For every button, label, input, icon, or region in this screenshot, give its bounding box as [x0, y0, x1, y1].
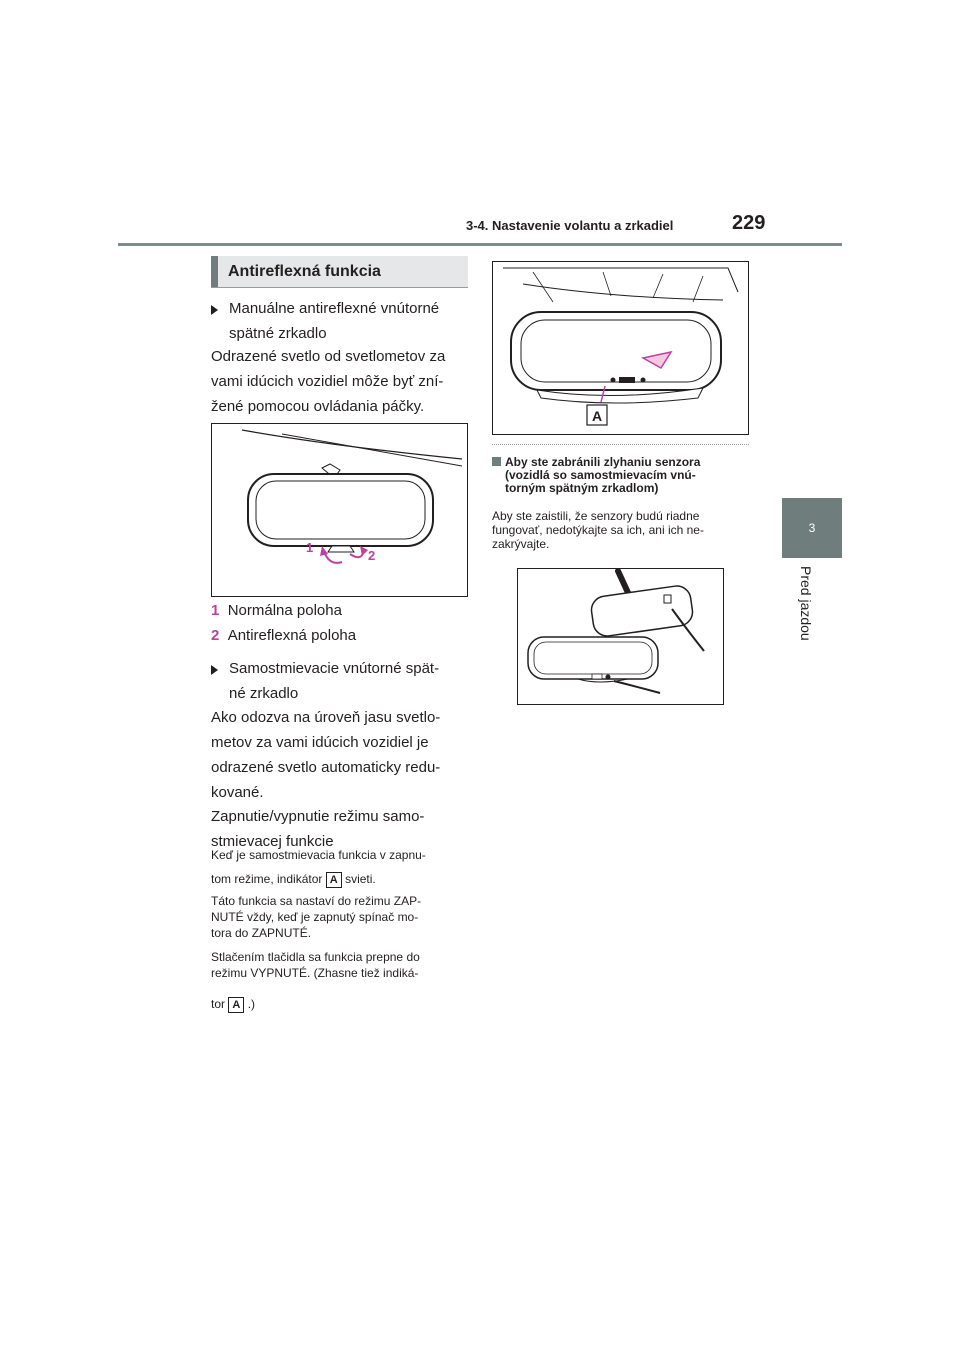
- chapter-number: 3: [808, 521, 816, 535]
- header-divider: [118, 243, 842, 246]
- small-note-3: Stlačením tlačidla sa funkcia prepne do režimu VYPNUTÉ. (Zhasne tiež indiká-: [211, 950, 420, 980]
- indicator-a-icon: A: [228, 997, 244, 1013]
- figure-sensors: [517, 568, 724, 705]
- small-note-2: Táto funkcia sa nastaví do režimu ZAP- NUTÉ vždy, keď je zapnutý spínač mo- tora do ZAPNUTÉ.: [211, 894, 422, 940]
- paragraph-toggle: Zapnutie/vypnutie režimu samo- stmievacej funkcie: [211, 808, 425, 850]
- indicator-a-icon: A: [326, 872, 342, 888]
- figure-auto-mirror: [492, 261, 749, 435]
- running-header: 3-4. Nastavenie volantu a zrkadiel: [466, 218, 674, 233]
- manual-mirror-illustration: [212, 424, 467, 596]
- chapter-label: Pred jazdou: [798, 566, 814, 641]
- figure-manual-mirror: [211, 423, 468, 597]
- section-rule: [211, 287, 468, 288]
- fig2-label-a: A: [592, 408, 603, 424]
- bullet-auto-mirror: Samostmievacie vnútorné spät- né zrkadlo: [211, 656, 471, 706]
- section-heading: Antireflexná funkcia: [211, 256, 468, 287]
- legend-item-2: 2 Antireflexná poloha: [211, 627, 357, 644]
- paragraph-auto: Ako odozva na úroveň jasu svetlo- metov za vami idúcich vozidiel je odrazené svetlo automaticky redu- kované.: [211, 709, 441, 801]
- auto-mirror-illustration: [493, 262, 748, 434]
- square-bullet-icon: [492, 457, 501, 466]
- page-number: 229: [732, 212, 766, 234]
- note-heading: Aby ste zabránili zlyhaniu senzora (vozidlá so samostmievacím vnú- torným spätným zrkadlom): [492, 456, 752, 495]
- fig1-label-1: 1: [306, 540, 314, 555]
- small-note-3b: tor A .): [211, 997, 256, 1011]
- fig1-label-2: 2: [368, 548, 376, 563]
- bullet-arrow-icon: [211, 665, 218, 675]
- small-note-1: Keď je samostmievacia funkcia v zapnu-: [211, 848, 426, 862]
- note-separator: [492, 444, 749, 445]
- legend-item-1: 1 Normálna poloha: [211, 602, 342, 619]
- chapter-tab: [782, 498, 842, 558]
- sensor-mirrors-illustration: [518, 569, 723, 704]
- small-note-1b: tom režime, indikátor A svieti.: [211, 872, 376, 886]
- paragraph-manual: Odrazené svetlo od svetlometov za vami idúcich vozidiel môže byť zní- žené pomocou ovládania páčky.: [211, 348, 446, 415]
- bullet-manual-mirror: Manuálne antireflexné vnútorné spätné zrkadlo: [211, 296, 471, 346]
- note-body: Aby ste zaistili, že senzory budú riadne fungovať, nedotýkajte sa ich, ani ich ne- zakrývajte.: [492, 509, 704, 551]
- bullet-arrow-icon: [211, 305, 218, 315]
